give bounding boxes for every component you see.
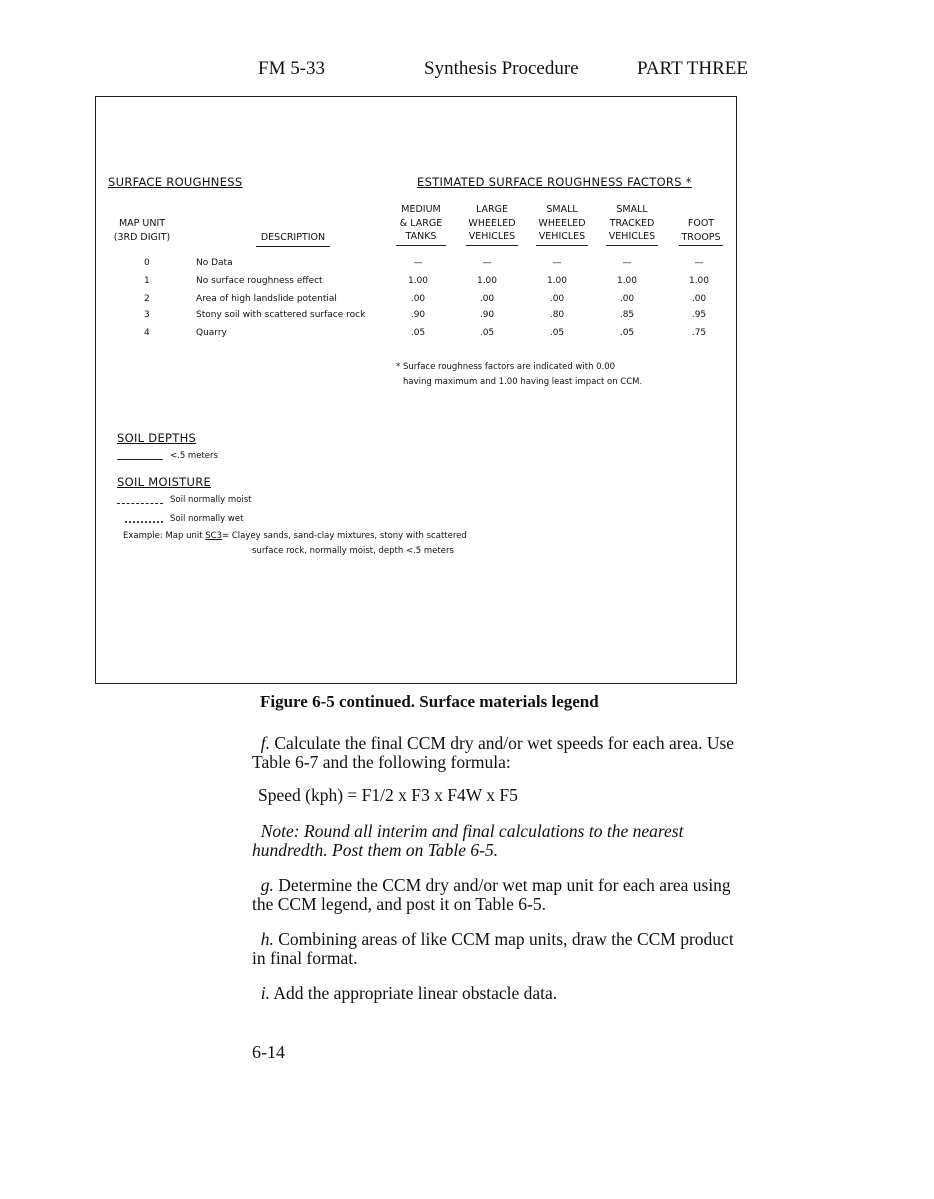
header-small-wheeled-vehicles: SMALL WHEELED VEHICLES bbox=[536, 203, 588, 246]
row-description: Area of high landslide potential bbox=[196, 294, 337, 304]
footnote-line-2: having maximum and 1.00 having least impact on CCM. bbox=[403, 377, 643, 387]
factor-value: 1.00 bbox=[616, 276, 638, 286]
description-header: DESCRIPTION bbox=[256, 231, 330, 247]
paragraph-h bbox=[252, 930, 742, 968]
map-unit-value: 3 bbox=[144, 310, 150, 320]
factor-value: .90 bbox=[479, 310, 495, 320]
paragraph-f bbox=[252, 734, 742, 772]
example-text-1: = Clayey sands, sand-clay mixtures, stony with scattered bbox=[222, 531, 467, 541]
factor-value: .05 bbox=[549, 328, 565, 338]
example-unit: SC3 bbox=[205, 531, 223, 541]
figure-box bbox=[95, 96, 737, 684]
header-manual-id: FM 5-33 bbox=[258, 58, 326, 79]
example-line-2: surface rock, normally moist, depth <.5 meters bbox=[252, 546, 454, 556]
row-description: Quarry bbox=[196, 328, 227, 338]
example-line-1 bbox=[123, 531, 467, 541]
factor-value: .85 bbox=[619, 310, 635, 320]
factor-value: — bbox=[413, 258, 423, 268]
factor-value: .00 bbox=[479, 294, 495, 304]
factor-value: .05 bbox=[410, 328, 426, 338]
header-part: PART THREE bbox=[637, 58, 748, 79]
solid-line-symbol bbox=[117, 459, 163, 460]
soil-moisture-title: SOIL MOISTURE bbox=[117, 475, 212, 489]
map-unit-value: 2 bbox=[144, 294, 150, 304]
factor-value: .05 bbox=[479, 328, 495, 338]
factor-value: .00 bbox=[549, 294, 565, 304]
paragraph-f-label: f. bbox=[260, 733, 270, 753]
page-number: 6-14 bbox=[252, 1042, 285, 1062]
factor-value: — bbox=[482, 258, 492, 268]
factor-value: .00 bbox=[691, 294, 707, 304]
map-unit-value: 1 bbox=[144, 276, 150, 286]
header-section-title: Synthesis Procedure bbox=[424, 58, 579, 79]
factor-value: 1.00 bbox=[407, 276, 429, 286]
example-prefix: Example: Map unit bbox=[123, 531, 203, 541]
header-medium-large-tanks: MEDIUM & LARGE TANKS bbox=[396, 203, 446, 246]
surface-roughness-title: SURFACE ROUGHNESS bbox=[108, 175, 243, 189]
factor-value: — bbox=[552, 258, 562, 268]
paragraph-i bbox=[252, 984, 742, 1003]
factor-value: 1.00 bbox=[476, 276, 498, 286]
figure-caption: Figure 6-5 continued. Surface materials legend bbox=[260, 692, 599, 711]
factor-value: 1.00 bbox=[546, 276, 568, 286]
factor-value: 1.00 bbox=[688, 276, 710, 286]
paragraph-i-text: Add the appropriate linear obstacle data. bbox=[270, 983, 558, 1003]
header-small-tracked-vehicles: SMALL TRACKED VEHICLES bbox=[606, 203, 658, 246]
moisture-item-wet: Soil normally wet bbox=[170, 514, 244, 524]
dashed-line-symbol bbox=[117, 503, 163, 504]
map-unit-value: 0 bbox=[144, 258, 150, 268]
map-unit-value: 4 bbox=[144, 328, 150, 338]
paragraph-f-text: Calculate the final CCM dry and/or wet speeds for each area. Use Table 6-7 and the following formula: bbox=[252, 733, 735, 772]
header-large-wheeled-vehicles: LARGE WHEELED VEHICLES bbox=[466, 203, 518, 246]
factor-value: .00 bbox=[410, 294, 426, 304]
paragraph-h-label: h. bbox=[260, 929, 274, 949]
dotted-line-symbol bbox=[125, 521, 163, 523]
map-unit-header: MAP UNIT (3RD DIGIT) bbox=[113, 218, 171, 243]
paragraph-i-label: i. bbox=[260, 983, 270, 1003]
paragraph-g-text: Determine the CCM dry and/or wet map unit for each area using the CCM legend, and post it on Table 6-5. bbox=[252, 875, 731, 914]
factor-value: .00 bbox=[619, 294, 635, 304]
factors-title: ESTIMATED SURFACE ROUGHNESS FACTORS * bbox=[417, 175, 692, 189]
row-description: Stony soil with scattered surface rock bbox=[196, 310, 366, 320]
factor-value: — bbox=[622, 258, 632, 268]
soil-depths-item: <.5 meters bbox=[170, 451, 218, 461]
factor-value: .80 bbox=[549, 310, 565, 320]
moisture-item-moist: Soil normally moist bbox=[170, 495, 252, 505]
factor-value: .90 bbox=[410, 310, 426, 320]
row-description: No Data bbox=[196, 258, 233, 268]
paragraph-h-text: Combining areas of like CCM map units, draw the CCM product in final format. bbox=[252, 929, 734, 968]
factor-value: .05 bbox=[619, 328, 635, 338]
footnote-line-1: * Surface roughness factors are indicated with 0.00 bbox=[396, 362, 616, 372]
paragraph-g bbox=[252, 876, 742, 914]
note-paragraph: Note: Round all interim and final calculations to the nearest hundredth. Post them on Table 6-5. bbox=[252, 821, 684, 860]
factor-value: .95 bbox=[691, 310, 707, 320]
paragraph-g-label: g. bbox=[260, 875, 274, 895]
soil-depths-title: SOIL DEPTHS bbox=[117, 431, 197, 445]
factor-value: .75 bbox=[691, 328, 707, 338]
speed-formula: Speed (kph) = F1/2 x F3 x F4W x F5 bbox=[258, 785, 518, 805]
header-foot-troops: FOOT TROOPS bbox=[679, 217, 723, 246]
row-description: No surface roughness effect bbox=[196, 276, 323, 286]
factor-value: — bbox=[694, 258, 704, 268]
